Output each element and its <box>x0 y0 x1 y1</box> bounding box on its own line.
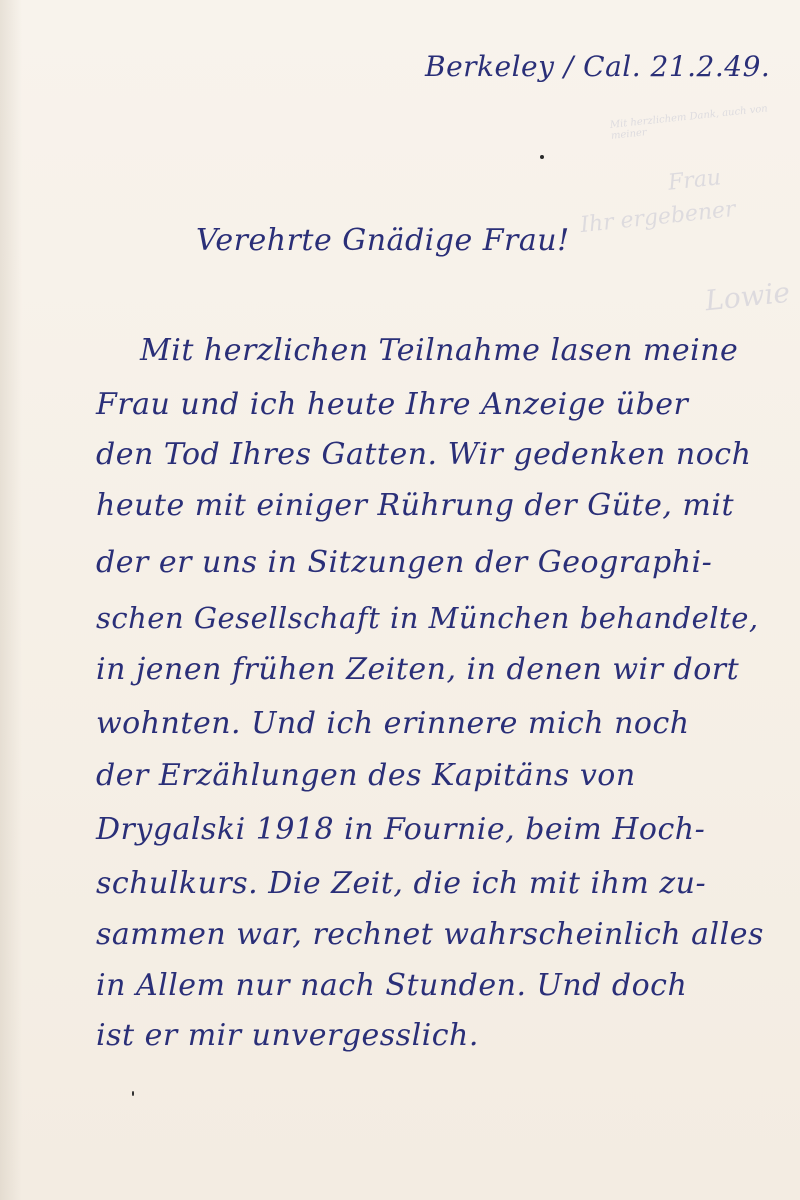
letter-line: Mit herzlichen Teilnahme lasen meine <box>140 333 739 368</box>
show-through-line-2: Frau <box>666 165 723 196</box>
letter-line: in jenen frühen Zeiten, in denen wir dort <box>96 652 740 687</box>
show-through-signature: Lowie <box>703 275 792 318</box>
letter-line: den Tod Ihres Gatten. Wir gedenken noch <box>96 437 752 472</box>
paper-fold-shadow <box>0 0 22 1200</box>
ink-speck <box>540 155 544 159</box>
letter-line: schen Gesellschaft in München behandelte, <box>96 601 759 635</box>
letter-line: sammen war, rechnet wahrscheinlich alles <box>96 917 764 952</box>
dateline: Berkeley / Cal. 21.2.49. <box>425 50 771 83</box>
show-through-line-1: Mit herzlichem Dank, auch von meiner <box>609 103 769 142</box>
letter-line: wohnten. Und ich erinnere mich noch <box>96 706 690 741</box>
ink-mark <box>132 1091 134 1096</box>
letter-line: der er uns in Sitzungen der Geographi- <box>96 545 713 580</box>
letter-line: heute mit einiger Rührung der Güte, mit <box>96 488 735 523</box>
letter-line: der Erzählungen des Kapitäns von <box>96 758 636 793</box>
letter-line: Frau und ich heute Ihre Anzeige über <box>96 387 689 422</box>
letter-line: ist er mir unvergesslich. <box>96 1018 479 1053</box>
letter-line: in Allem nur nach Stunden. Und doch <box>96 968 688 1003</box>
letter-line: Drygalski 1918 in Fournie, beim Hoch- <box>96 812 706 847</box>
salutation: Verehrte Gnädige Frau! <box>196 223 570 258</box>
show-through-line-3: Ihr ergebener <box>579 196 737 239</box>
letter-line: schulkurs. Die Zeit, die ich mit ihm zu- <box>96 866 707 901</box>
